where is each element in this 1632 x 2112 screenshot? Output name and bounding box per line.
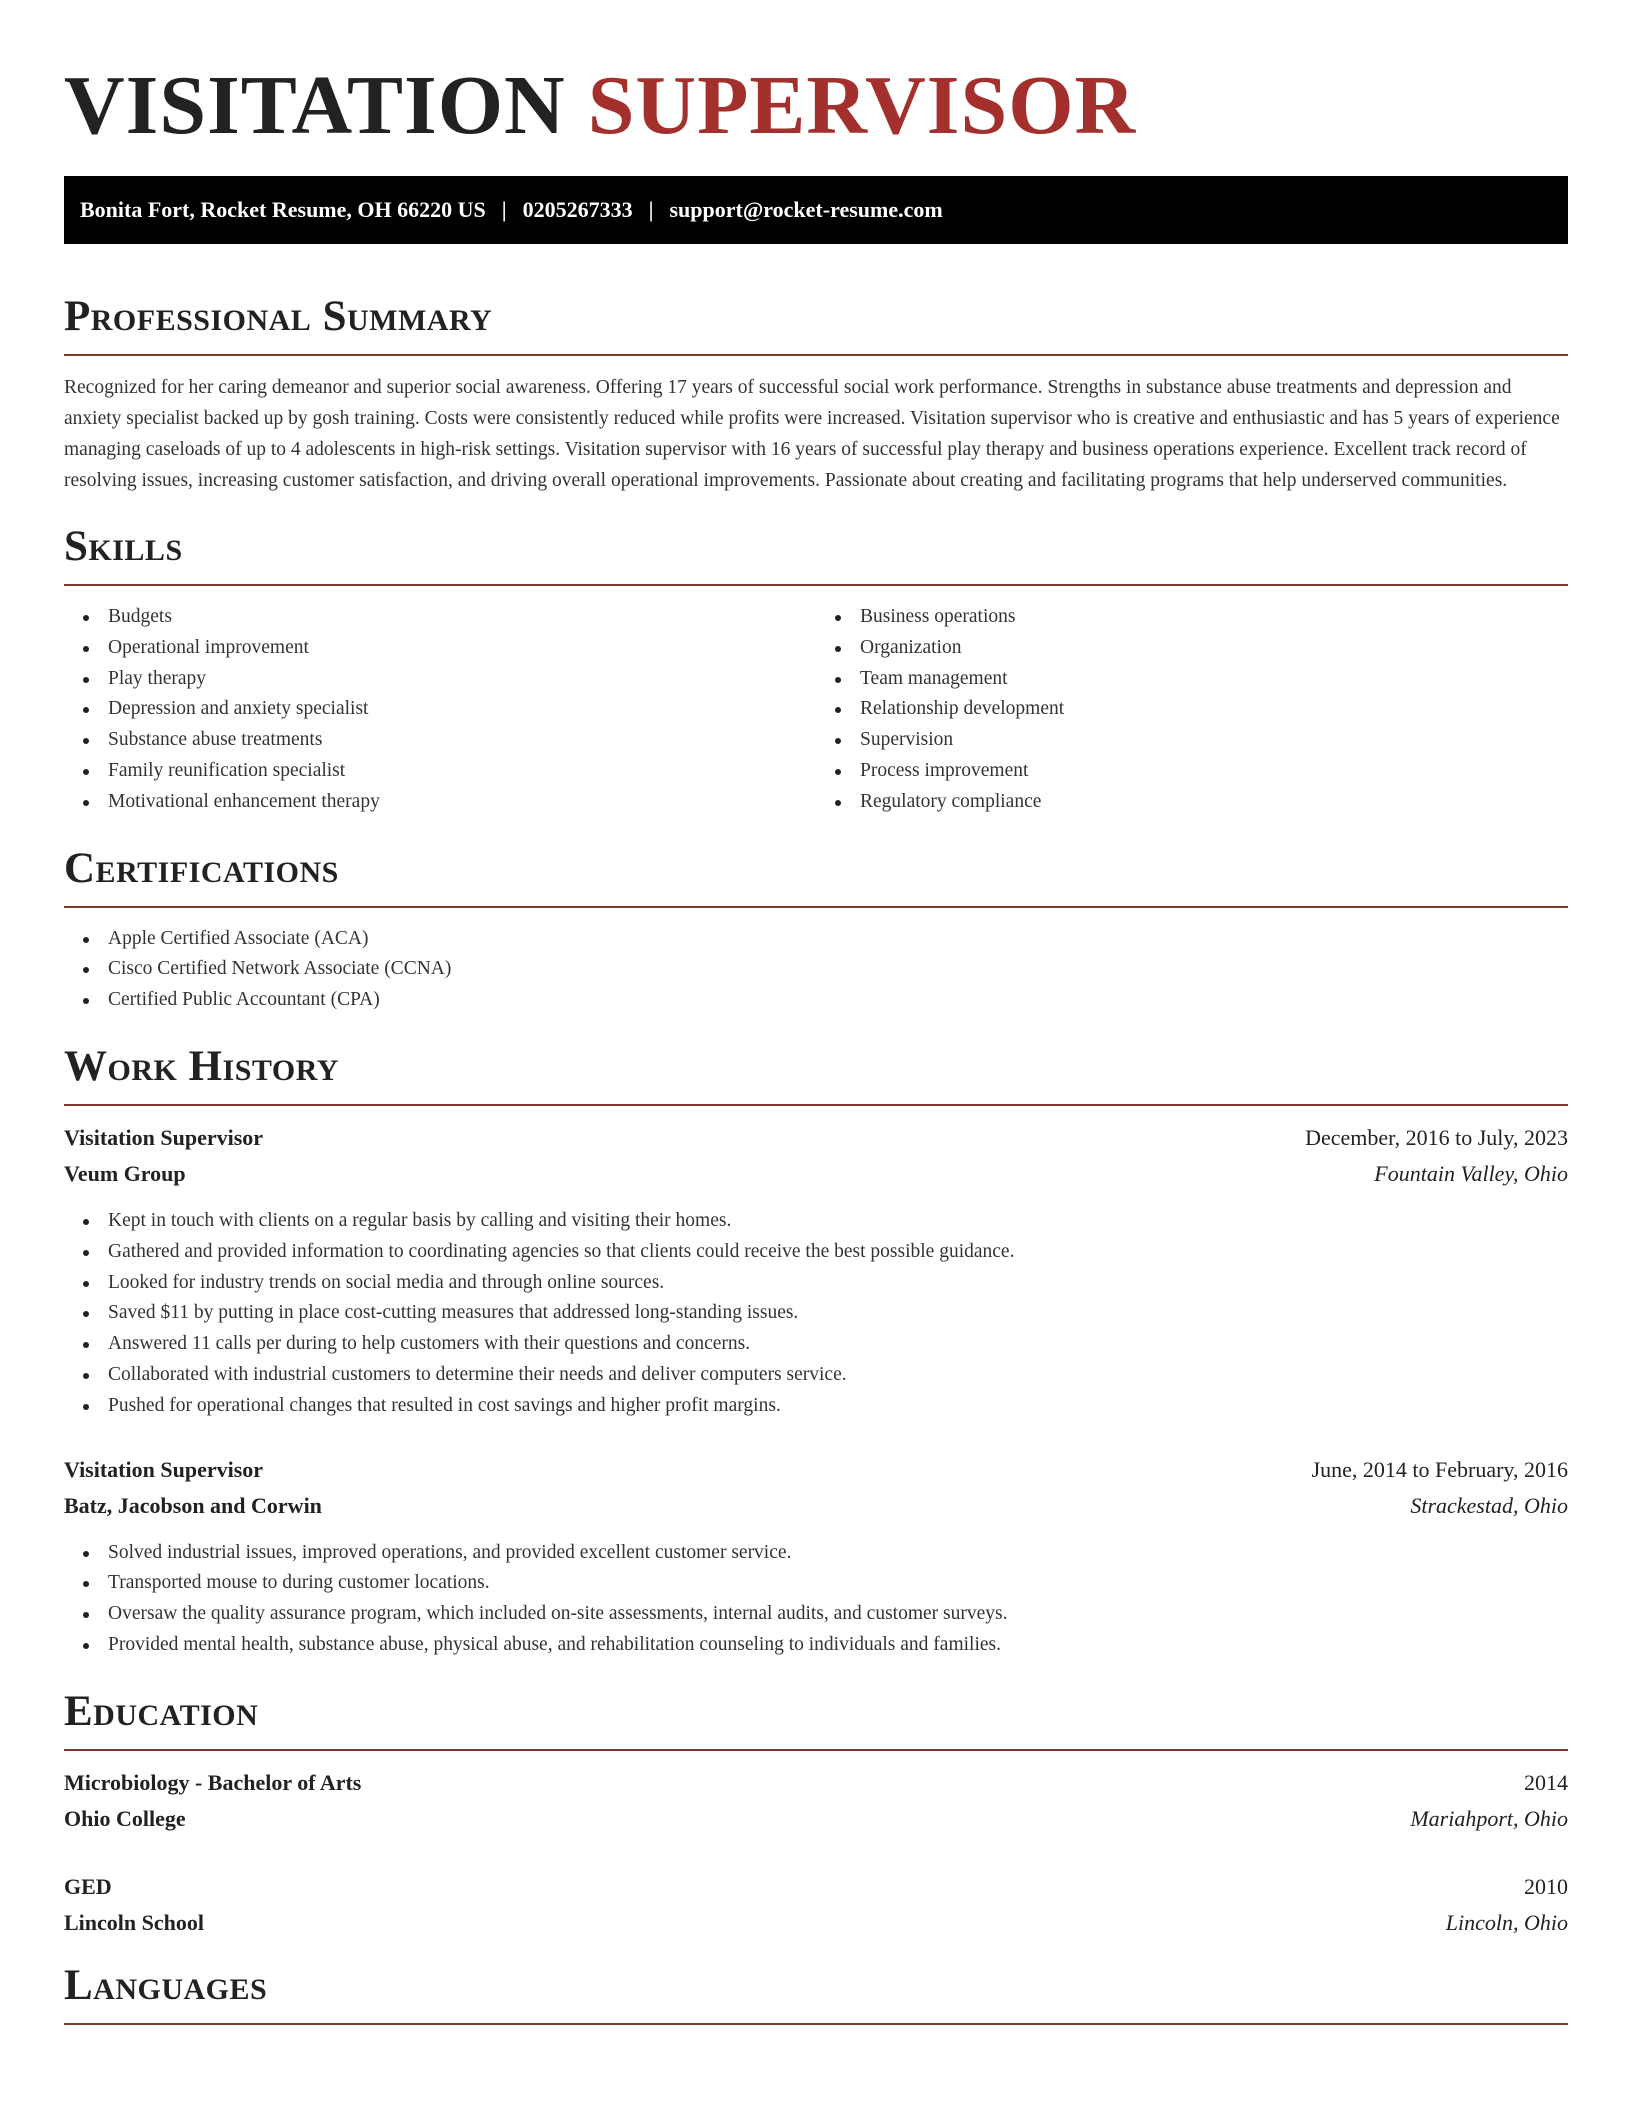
section-heading: Education <box>64 1687 259 1735</box>
job-company-row <box>64 1156 1568 1192</box>
section-heading: Skills <box>64 523 183 570</box>
education-header-row <box>64 1869 1568 1905</box>
job-bullet: Oversaw the quality assurance program, which included on-site assessments, internal audits, and customer surveys. <box>64 1599 1568 1630</box>
section-divider <box>64 2023 1568 2025</box>
section-heading: Certifications <box>64 844 339 892</box>
job-location: Fountain Valley, Ohio <box>1374 1160 1568 1186</box>
section-divider <box>64 1104 1568 1106</box>
job-bullet: Answered 11 calls per during to help customers with their questions and concerns. <box>64 1329 1568 1360</box>
skill-item: Business operations <box>816 602 1568 633</box>
skills-list-left <box>64 602 816 818</box>
job-entry <box>64 1120 1568 1422</box>
job-bullets <box>64 1206 1568 1422</box>
skill-item: Motivational enhancement therapy <box>64 787 816 818</box>
education-school-row <box>64 1905 1568 1941</box>
certifications-section <box>64 844 1568 1016</box>
contact-phone: 0205267333 <box>522 197 633 222</box>
job-entry <box>64 1452 1568 1661</box>
skill-item: Team management <box>816 664 1568 695</box>
certification-item: Certified Public Accountant (CPA) <box>64 985 1568 1016</box>
skill-item: Process improvement <box>816 756 1568 787</box>
job-bullets <box>64 1538 1568 1661</box>
job-company: Batz, Jacobson and Corwin <box>64 1492 322 1518</box>
job-role: Visitation Supervisor <box>64 1456 264 1482</box>
section-divider <box>64 354 1568 356</box>
job-bullet: Collaborated with industrial customers to determine their needs and deliver computers service. <box>64 1360 1568 1391</box>
education-location: Mariahport, Ohio <box>1410 1805 1568 1831</box>
skill-item: Organization <box>816 633 1568 664</box>
skill-item: Substance abuse treatments <box>64 725 816 756</box>
skill-item: Operational improvement <box>64 633 816 664</box>
job-dates: June, 2014 to February, 2016 <box>1311 1456 1568 1482</box>
certification-item: Cisco Certified Network Associate (CCNA) <box>64 954 1568 985</box>
skill-item: Depression and anxiety specialist <box>64 694 816 725</box>
skill-item: Supervision <box>816 725 1568 756</box>
job-company: Veum Group <box>64 1160 186 1186</box>
job-role: Visitation Supervisor <box>64 1124 264 1150</box>
contact-bar <box>64 176 1568 244</box>
summary-text: Recognized for her caring demeanor and superior social awareness. Offering 17 years of successful social work performance. Strengths in substance abuse treatments and depression and anxiety specialist backed up by gosh training. Costs were consistently reduced while profits were increased. Visitation supervisor who is creative and enthusiastic and has 5 years of experience managing caseloads of up to 4 adolescents in high-risk settings. Visitation supervisor with 16 years of successful play therapy and business operations experience. Excellent track record of resolving issues, increasing customer satisfaction, and driving overall operational improvements. Passionate about creating and facilitating programs that help underserved communities. <box>64 377 1560 491</box>
job-bullet: Transported mouse to during customer locations. <box>64 1568 1568 1599</box>
certifications-list <box>64 924 1568 1016</box>
education-year: 2014 <box>1524 1769 1568 1795</box>
education-section <box>64 1687 1568 1941</box>
summary-section <box>64 292 1568 496</box>
education-year: 2010 <box>1524 1873 1568 1899</box>
contact-email: support@rocket-resume.com <box>669 197 943 222</box>
job-bullet: Looked for industry trends on social media and through online sources. <box>64 1268 1568 1299</box>
section-heading: Professional Summary <box>64 293 493 340</box>
education-school: Ohio College <box>64 1805 186 1831</box>
job-bullet: Pushed for operational changes that resulted in cost savings and higher profit margins. <box>64 1391 1568 1422</box>
skills-list-right <box>816 602 1568 818</box>
education-school-row <box>64 1801 1568 1837</box>
work-history-section <box>64 1042 1568 1661</box>
job-bullet: Provided mental health, substance abuse, physical abuse, and rehabilitation counseling to individuals and families. <box>64 1630 1568 1661</box>
job-bullet: Kept in touch with clients on a regular basis by calling and visiting their homes. <box>64 1206 1568 1237</box>
job-header-row <box>64 1452 1568 1488</box>
education-degree: Microbiology - Bachelor of Arts <box>64 1769 362 1795</box>
section-divider <box>64 906 1568 908</box>
job-bullet: Saved $11 by putting in place cost-cutting measures that addressed long-standing issues. <box>64 1298 1568 1329</box>
resume-title <box>64 0 1568 156</box>
job-dates: December, 2016 to July, 2023 <box>1305 1124 1568 1150</box>
education-location: Lincoln, Ohio <box>1445 1909 1568 1935</box>
education-school: Lincoln School <box>64 1909 204 1935</box>
skills-section <box>64 522 1568 818</box>
contact-separator: | <box>501 197 507 222</box>
education-entry <box>64 1869 1568 1941</box>
job-header-row <box>64 1120 1568 1156</box>
skill-item: Relationship development <box>816 694 1568 725</box>
education-degree: GED <box>64 1873 112 1899</box>
skill-item: Budgets <box>64 602 816 633</box>
skill-item: Regulatory compliance <box>816 787 1568 818</box>
job-bullet: Gathered and provided information to coordinating agencies so that clients could receive the best possible guidance. <box>64 1237 1568 1268</box>
contact-separator: | <box>648 197 654 222</box>
section-heading: Work History <box>64 1042 339 1090</box>
job-company-row <box>64 1488 1568 1524</box>
job-location: Strackestad, Ohio <box>1410 1492 1568 1518</box>
education-header-row <box>64 1765 1568 1801</box>
section-divider <box>64 584 1568 586</box>
languages-section <box>64 1961 1568 2025</box>
title-second-word: SUPERVISOR <box>587 59 1137 152</box>
job-bullet: Solved industrial issues, improved operations, and provided excellent customer service. <box>64 1538 1568 1569</box>
skill-item: Family reunification specialist <box>64 756 816 787</box>
skill-item: Play therapy <box>64 664 816 695</box>
section-heading: Languages <box>64 1961 268 2009</box>
title-first-word: VISITATION <box>64 59 566 152</box>
certification-item: Apple Certified Associate (ACA) <box>64 924 1568 955</box>
section-divider <box>64 1749 1568 1751</box>
education-entry <box>64 1765 1568 1837</box>
contact-address: Bonita Fort, Rocket Resume, OH 66220 US <box>80 197 486 222</box>
skills-columns <box>64 602 1568 818</box>
